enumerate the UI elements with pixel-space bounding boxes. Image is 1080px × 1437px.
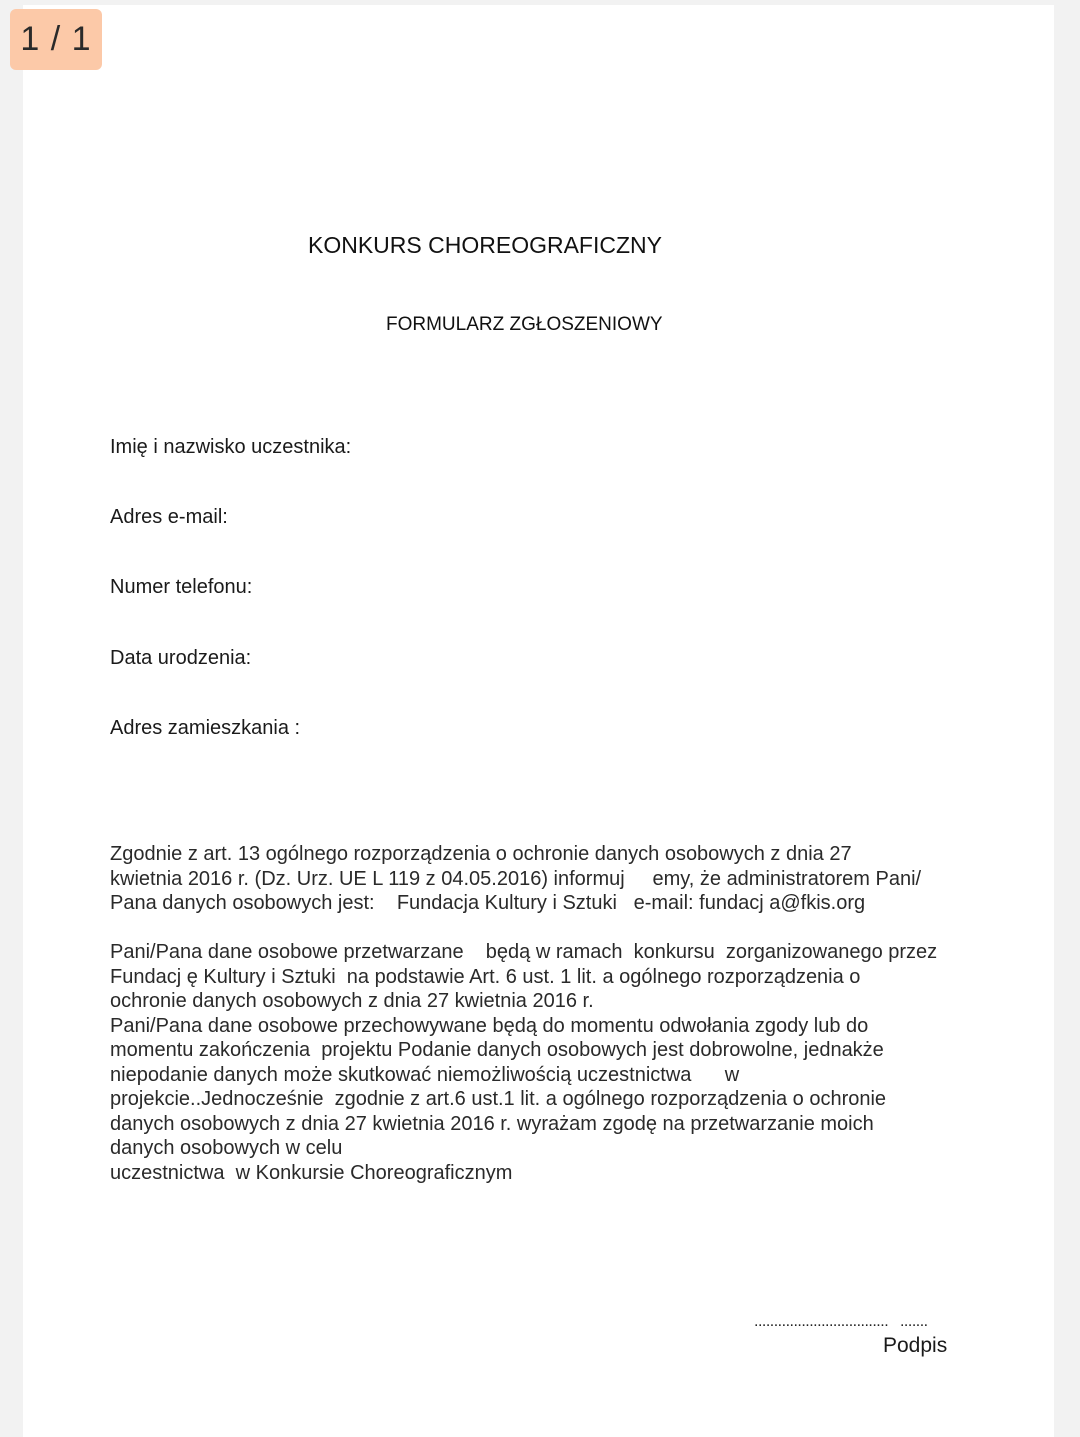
rodo-paragraph-2 <box>110 940 940 1185</box>
paragraph-line: Fundacj ę Kultury i Sztuki na podstawie Art. 6 ust. 1 lit. a ogólnego rozporządzenia o <box>110 965 861 988</box>
paragraph-line: danych osobowych w celu <box>110 1137 343 1159</box>
field-label-phone: Numer telefonu: <box>110 576 253 598</box>
signature-line: .................................. ....... <box>754 1313 928 1330</box>
paragraph-line: Zgodnie z art. 13 ogólnego rozporządzenia o ochronie danych osobowych z dnia 27 <box>110 843 852 865</box>
page-indicator-text: 1 / 1 <box>20 20 92 58</box>
paragraph-line: kwietnia 2016 r. (Dz. Urz. UE L 119 z 04.05.2016) informuj emy, że administratorem Pani/ <box>110 867 922 890</box>
document-subtitle: FORMULARZ ZGŁOSZENIOWY <box>386 314 663 335</box>
paragraph-line: danych osobowych z dnia 27 kwietnia 2016 r. wyrażam zgodę na przetwarzanie moich <box>110 1112 874 1135</box>
paragraph-line: momentu zakończenia projektu Podanie danych osobowych jest dobrowolne, jednakże <box>110 1039 884 1061</box>
paragraph-line: Pani/Pana dane osobowe przetwarzane będą w ramach konkursu zorganizowanego przez <box>110 941 938 963</box>
page-indicator <box>10 9 102 70</box>
paragraph-line: uczestnictwa w Konkursie Choreograficznym <box>110 1161 513 1184</box>
paragraph-line: niepodanie danych może skutkować niemożliwością uczestnictwa w <box>110 1063 740 1086</box>
rodo-paragraph-1 <box>110 842 940 916</box>
field-label-name: Imię i nazwisko uczestnika: <box>110 436 352 458</box>
paragraph-line: ochronie danych osobowych z dnia 27 kwietnia 2016 r. <box>110 990 594 1012</box>
paragraph-line: Pana danych osobowych jest: Fundacja Kultury i Sztuki e-mail: fundacj a@fkis.org <box>110 892 866 914</box>
signature-label: Podpis <box>883 1334 948 1357</box>
field-label-address: Adres zamieszkania : <box>110 717 301 739</box>
paragraph-line: projekcie..Jednocześnie zgodnie z art.6 ust.1 lit. a ogólnego rozporządzenia o ochronie <box>110 1088 887 1110</box>
field-label-birthdate: Data urodzenia: <box>110 647 252 669</box>
paragraph-line: Pani/Pana dane osobowe przechowywane będą do momentu odwołania zgody lub do <box>110 1014 869 1037</box>
field-label-email: Adres e-mail: <box>110 506 228 528</box>
document-title: KONKURS CHOREOGRAFICZNY <box>308 232 662 258</box>
